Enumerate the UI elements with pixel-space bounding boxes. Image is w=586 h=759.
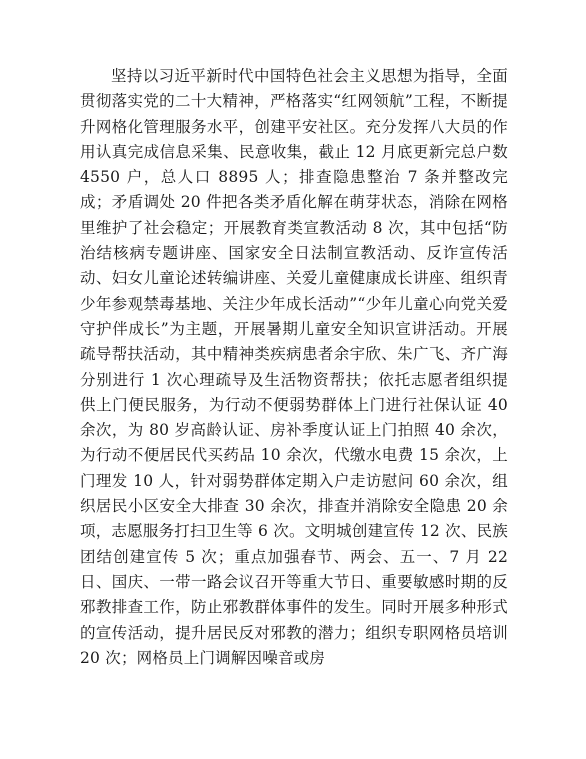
body-paragraph: 坚持以习近平新时代中国特色社会主义思想为指导，全面贯彻落实党的二十大精神，严格落实“红网领航”工程，不断提升网格化管理服务水平，创建平安社区。充分发挥八大员的作用认真完成信息采集、民意收集，截止 12 月底更新完总户数 4550 户，总人口 8895 人；排查隐患整治 7 条并整改完成；矛盾调处 20 件把各类矛盾化解在萌芽状态，消除在网格里维护了社会稳定；开展教育类宣教活动 8 次，其中包括“防治结核病专题讲座、国家安全日法制宣教活动、反诈宣传活动、妇女儿童论述转编讲座、关爱儿童健康成长讲座、组织青少年参观禁毒基地、关注少年成长活动”“少年儿童心向党关爱守护伴成长”为主题，开展暑期儿童安全知识宣讲活动。开展疏导帮扶活动，其中精神类疾病患者余宇欣、朱广飞、齐广海分别进行 1 次心理疏导及生活物资帮扶；依托志愿者组织提供上门便民服务，为行动不便弱势群体上门进行社保认证 40 余次，为 80 岁高龄认证、房补季度认证上门拍照 40 余次，为行动不便居民代买药品 10 余次，代缴水电费 15 余次，上门理发 10 人，针对弱势群体定期入户走访慰问 60 余次，组织居民小区安全大排查 30 余次，排查并消除安全隐患 20 余项，志愿服务打扫卫生等 6 次。文明城创建宣传 12 次、民族团结创建宣传 5 次；重点加强春节、两会、五一、7 月 22 日、国庆、一带一路会议召开等重大节日、重要敏感时期的反邪教排查工作，防止邪教群体事件的发生。同时开展多种形式的宣传活动，提升居民反对邪教的潜力；组织专职网格员培训 20 次；网格员上门调解因噪音或房 — [80, 67, 508, 667]
